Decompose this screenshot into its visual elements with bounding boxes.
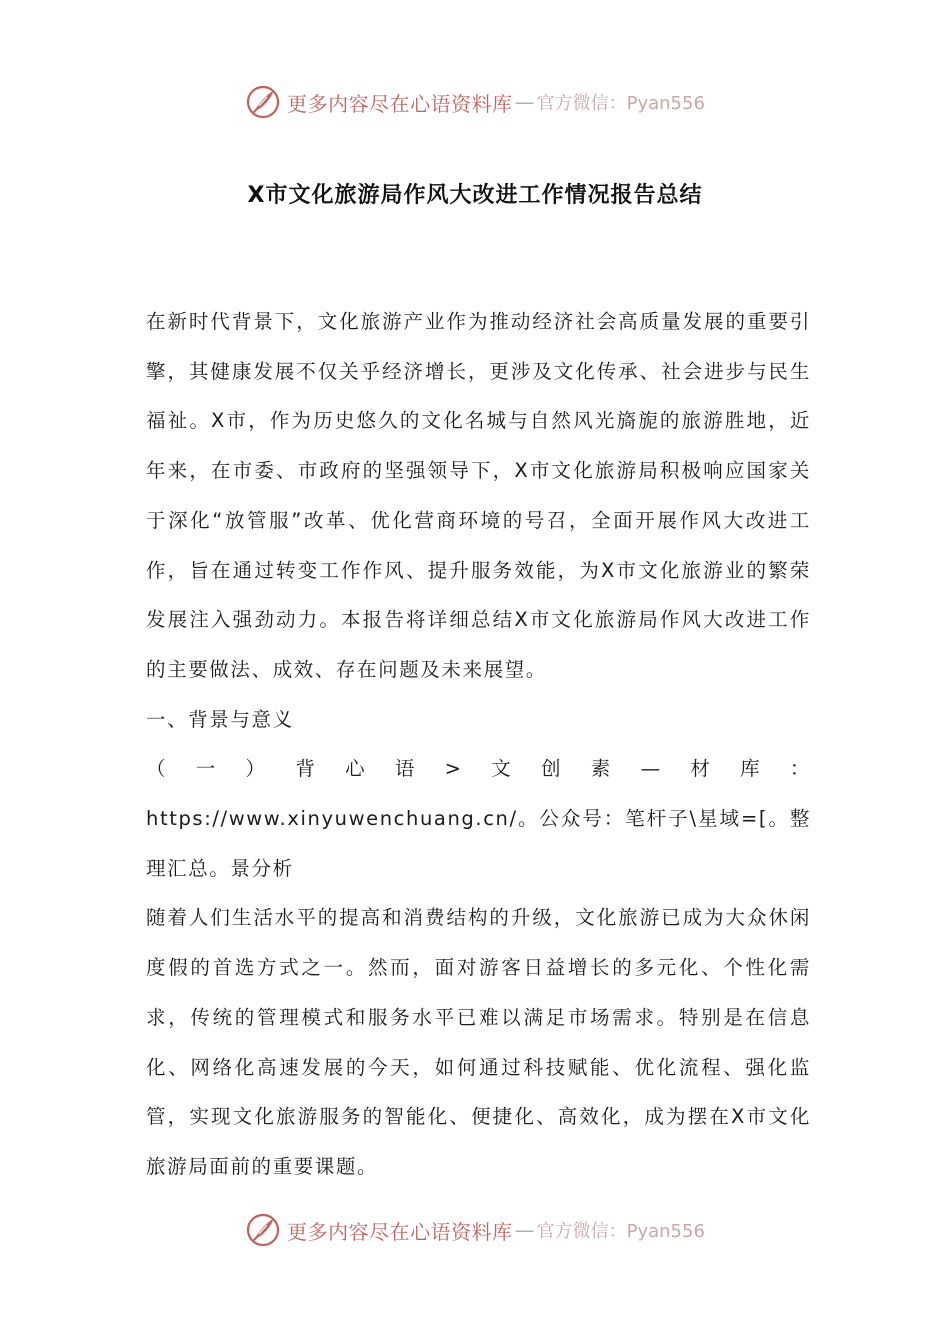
watermark-text: 更多内容尽在心语资料库 <box>287 1219 513 1244</box>
document-body <box>146 297 811 1192</box>
header-watermark <box>0 82 950 122</box>
section-heading: 一、背景与意义 <box>146 707 294 731</box>
quill-pen-logo-icon <box>245 1212 281 1248</box>
subsection-heading: （一）背心语>文创素—材库：https://www.xinyuwenchuang.cn/。公众号：笔杆子\星域=[。整理汇总。景分析 <box>146 757 811 880</box>
watermark-separator: — <box>514 1218 535 1242</box>
quill-pen-logo-icon <box>245 84 281 120</box>
watermark-text: 更多内容尽在心语资料库 <box>287 91 513 116</box>
footer-watermark <box>0 1210 950 1250</box>
background-paragraph: 随着人们生活水平的提高和消费结构的升级，文化旅游已成为大众休闲度假的首选方式之一。然而，面对游客日益增长的多元化、个性化需求，传统的管理模式和服务水平已难以满足市场需求。特别是在信息化、网络化高速发展的今天，如何通过科技赋能、优化流程、强化监管，实现文化旅游服务的智能化、便捷化、高效化，成为摆在X市文化旅游局面前的重要课题。 <box>146 906 811 1178</box>
watermark-contact: 官方微信：Pyan556 <box>536 93 705 114</box>
document-title: X市文化旅游局作风大改进工作情况报告总结 <box>247 183 703 208</box>
watermark-contact: 官方微信：Pyan556 <box>536 1221 705 1242</box>
watermark-separator: — <box>514 90 535 114</box>
intro-paragraph: 在新时代背景下，文化旅游产业作为推动经济社会高质量发展的重要引擎，其健康发展不仅关乎经济增长，更涉及文化传承、社会进步与民生福祉。X市，作为历史悠久的文化名城与自然风光旖旎的旅游胜地，近年来，在市委、市政府的坚强领导下，X市文化旅游局积极响应国家关于深化“放管服”改革、优化营商环境的号召，全面开展作风大改进工作，旨在通过转变工作作风、提升服务效能，为X市文化旅游业的繁荣发展注入强劲动力。本报告将详细总结X市文化旅游局作风大改进工作的主要做法、成效、存在问题及未来展望。 <box>146 310 811 681</box>
